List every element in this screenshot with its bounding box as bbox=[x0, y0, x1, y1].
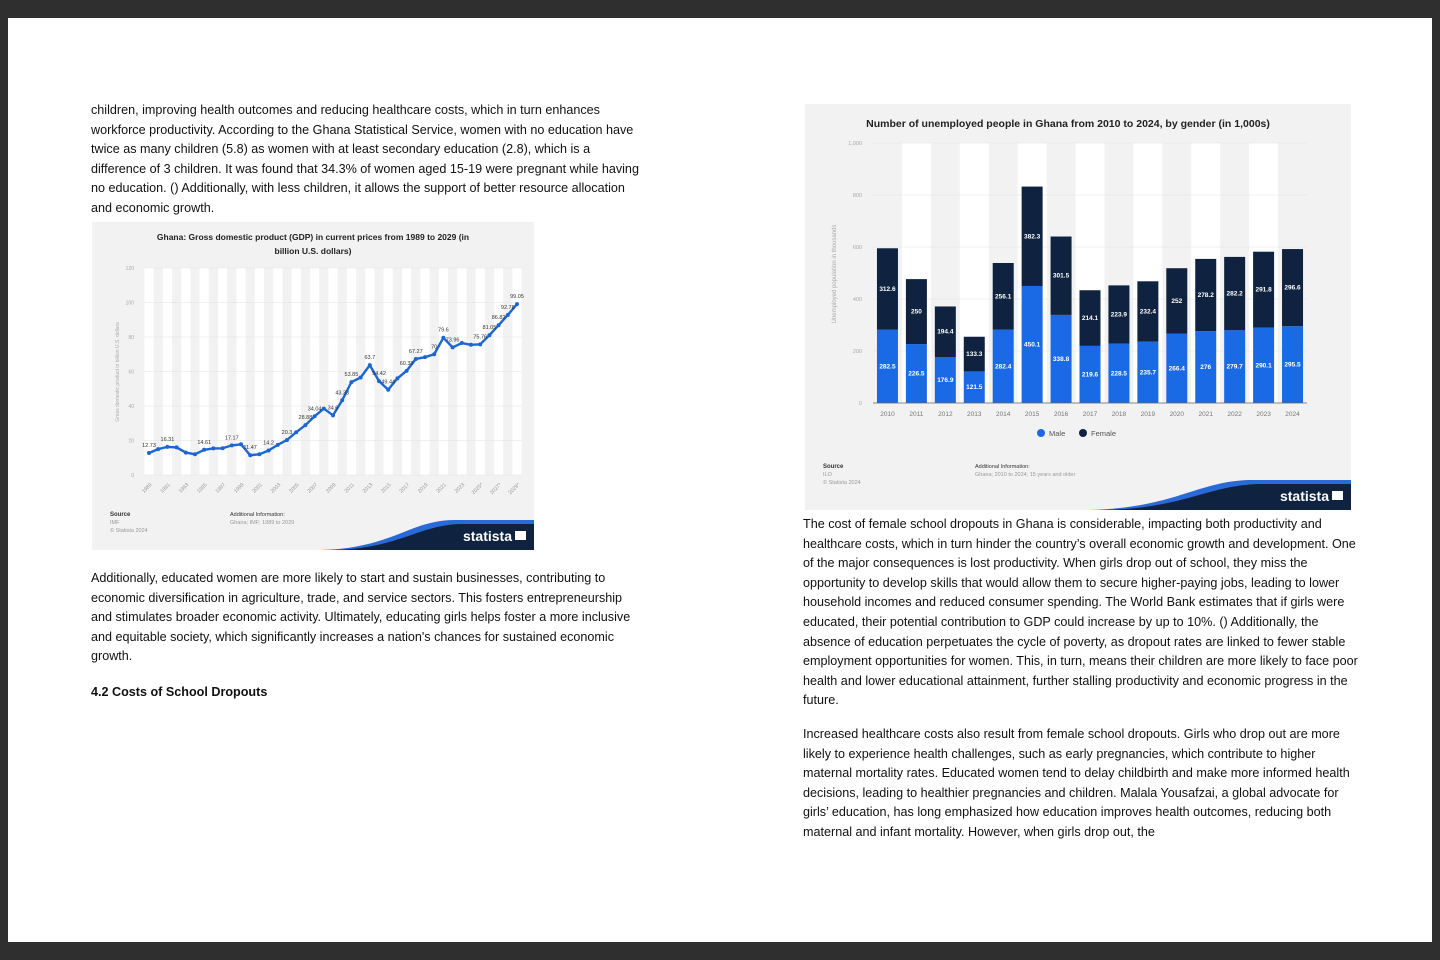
data-label: 20.3 bbox=[281, 429, 293, 436]
x-tick-label: 2003 bbox=[269, 482, 283, 495]
x-tick-label: 2019 bbox=[1140, 411, 1156, 418]
data-label-male: 228.5 bbox=[1110, 370, 1128, 378]
x-tick-label: 2021 bbox=[435, 482, 448, 495]
data-point bbox=[386, 388, 390, 392]
data-label: 81.05 bbox=[482, 325, 497, 332]
data-label-female: 301.5 bbox=[1052, 272, 1070, 280]
data-label: 28.88 bbox=[298, 415, 313, 422]
data-label: 14.2 bbox=[263, 440, 274, 447]
data-label: 99.05 bbox=[510, 294, 524, 301]
data-label-male: 295.5 bbox=[1284, 361, 1301, 369]
x-tick-label: 2024 bbox=[1285, 411, 1300, 418]
y-tick-label: 800 bbox=[852, 193, 862, 199]
statista-logo-icon bbox=[515, 531, 526, 540]
data-point bbox=[340, 398, 344, 402]
x-tick-label: 2023 bbox=[453, 482, 467, 495]
x-tick-label: 2011 bbox=[343, 482, 356, 495]
additional-info-value: Ghana; IMF; 1989 to 2029 bbox=[230, 520, 295, 526]
data-label-female: 223.9 bbox=[1110, 311, 1128, 319]
x-tick-label: 2013 bbox=[361, 482, 375, 495]
left-paragraph-1: children, improving health outcomes and reducing healthcare costs, which in turn enhances workforce productivity. According to the Ghana Statistical Service, women with no education have twice as many children (5.8) as women with at least secondary education (2.8), which is a difference of 3 children. It was found that 34.3% of women aged 15-19 were pregnant while having no education. () Additionally, with less children, it allows the support of better resource allocation and economic growth. bbox=[91, 103, 639, 215]
x-tick-label: 2014 bbox=[995, 411, 1011, 418]
statista-logo-icon bbox=[1332, 491, 1343, 500]
data-label: 70 bbox=[431, 344, 438, 351]
x-tick-label: 2017 bbox=[398, 482, 412, 495]
data-label: 53.85 bbox=[344, 372, 359, 379]
chart-title: Number of unemployed people in Ghana from 2010 to 2024, by gender (in 1,000s) bbox=[866, 118, 1270, 130]
data-point bbox=[414, 357, 418, 361]
data-label: 14.61 bbox=[197, 439, 212, 446]
copyright: © Statista 2024 bbox=[110, 528, 148, 534]
data-point bbox=[423, 355, 427, 359]
data-label-female: 278.2 bbox=[1197, 292, 1214, 300]
statista-logo: statista bbox=[1279, 488, 1329, 504]
x-tick-label: 2010 bbox=[880, 411, 895, 418]
x-tick-label: 2022 bbox=[1227, 411, 1242, 418]
data-point bbox=[257, 452, 261, 456]
additional-info-value: Ghana; 2010 to 2024; 15 years and older bbox=[975, 472, 1076, 478]
left-paragraph-2: Additionally, educated women are more likely to start and sustain businesses, contributing to economic diversification in agriculture, trade, and service sectors. This fosters entrepreneurship and stimulates broader economic activity. Ultimately, educating girls helps foster a more inclusive and equitable society, which significantly increases a nation's chances for sustained economic growth. bbox=[91, 571, 631, 664]
data-point bbox=[497, 323, 501, 327]
x-tick-label: 2019 bbox=[417, 482, 430, 495]
data-label: 12.73 bbox=[142, 443, 156, 450]
source-label: Source bbox=[110, 512, 131, 518]
data-label-female: 133.3 bbox=[966, 351, 983, 359]
statista-logo: statista bbox=[462, 528, 512, 544]
data-label-male: 219.6 bbox=[1081, 371, 1099, 379]
y-tick-label: 80 bbox=[128, 335, 134, 341]
x-tick-label: 2005 bbox=[288, 482, 301, 495]
data-label-female: 291.8 bbox=[1255, 286, 1272, 294]
chart-title-line2: billion U.S. dollars) bbox=[274, 246, 352, 256]
data-label-female: 312.6 bbox=[879, 285, 896, 293]
data-point bbox=[322, 407, 326, 411]
data-label: 67.27 bbox=[408, 348, 423, 355]
y-tick-label: 1,000 bbox=[848, 141, 862, 147]
x-tick-label: 2018 bbox=[1111, 411, 1127, 418]
data-label-female: 214.1 bbox=[1081, 315, 1099, 323]
data-point bbox=[165, 445, 169, 449]
legend-female-icon bbox=[1079, 429, 1087, 437]
data-label-male: 338.8 bbox=[1052, 355, 1070, 363]
y-tick-label: 400 bbox=[852, 297, 862, 303]
data-label-male: 279.7 bbox=[1226, 363, 1243, 371]
data-label: 16.31 bbox=[160, 436, 175, 443]
data-point bbox=[303, 423, 307, 427]
y-tick-label: 60 bbox=[128, 369, 134, 376]
data-label-male: 282.4 bbox=[995, 363, 1012, 371]
x-tick-label: 2007 bbox=[306, 482, 320, 495]
data-point bbox=[156, 447, 160, 451]
unemployment-chart bbox=[805, 104, 1351, 510]
x-tick-label: 2016 bbox=[1053, 411, 1069, 418]
data-label-male: 290.1 bbox=[1255, 362, 1272, 370]
chart-title-line1: Ghana: Gross domestic product (GDP) in current prices from 1989 to 2029 (in bbox=[156, 232, 470, 242]
data-point bbox=[460, 341, 464, 345]
right-paragraph-1: The cost of female school dropouts in Ghana is considerable, impacting both productivity and healthcare costs, which in turn hinder the country’s overall economic growth and development. One of the major consequences is lost productivity. When girls drop out of school, they miss the opportunity to develop skills that would allow them to secure higher-paying jobs, leading to lower household incomes and reduced consumer spending. The World Bank estimates that if girls were educated, their potential contribution to GDP could increase by up to 10%. () Additionally, the absence of education perpetuates the cycle of poverty, as dropout rates are linked to fewer stable employment opportunities for women. This, in turn, means their children are more likely to face poor health and lower educational attainment, further stalling productivity and economic progress in the future. bbox=[803, 517, 1358, 708]
data-point bbox=[175, 445, 179, 449]
data-label-male: 266.4 bbox=[1168, 365, 1185, 373]
data-label-female: 250 bbox=[910, 308, 922, 316]
data-point bbox=[267, 449, 271, 453]
data-label-female: 382.3 bbox=[1023, 233, 1041, 241]
data-label-female: 256.1 bbox=[995, 293, 1012, 301]
data-point bbox=[202, 448, 206, 452]
x-tick-label: 1991 bbox=[159, 482, 172, 495]
data-point bbox=[276, 443, 280, 447]
data-point bbox=[313, 414, 317, 418]
x-tick-label: 1999 bbox=[233, 482, 246, 495]
data-point bbox=[451, 345, 455, 349]
data-point bbox=[506, 313, 510, 317]
x-tick-label: 2025* bbox=[470, 482, 485, 497]
x-tick-label: 2009 bbox=[325, 482, 338, 495]
x-tick-label: 2021 bbox=[1198, 411, 1213, 418]
data-label: 17.17 bbox=[224, 435, 239, 442]
data-label: 79.6 bbox=[438, 327, 449, 334]
data-label-male: 176.9 bbox=[937, 377, 954, 385]
data-point bbox=[230, 443, 234, 447]
data-point bbox=[193, 452, 197, 456]
data-point bbox=[184, 451, 188, 455]
x-tick-label: 2012 bbox=[938, 411, 953, 418]
x-tick-label: 2020 bbox=[1169, 411, 1185, 418]
copyright: © Statista 2024 bbox=[823, 480, 861, 486]
gdp-chart bbox=[92, 222, 534, 550]
y-tick-label: 600 bbox=[852, 245, 862, 251]
data-label: 34.04 bbox=[307, 406, 322, 413]
y-tick-label: 120 bbox=[125, 266, 134, 272]
y-axis-label: Unemployed population in thousands bbox=[832, 224, 838, 324]
data-point bbox=[211, 446, 215, 450]
data-label-female: 282.2 bbox=[1226, 290, 1243, 298]
data-point bbox=[239, 442, 243, 446]
x-tick-label: 2015 bbox=[1024, 411, 1040, 418]
legend-male-label: Male bbox=[1049, 429, 1066, 438]
document-page bbox=[8, 18, 1432, 942]
data-label: 54.42 bbox=[372, 371, 386, 378]
data-point bbox=[515, 302, 519, 306]
additional-info-label: Additional Information: bbox=[230, 512, 285, 518]
data-point bbox=[395, 376, 399, 380]
data-label: 11.47 bbox=[243, 445, 257, 452]
data-label-female: 296.6 bbox=[1284, 284, 1301, 292]
x-tick-label: 1989 bbox=[141, 482, 154, 495]
y-tick-label: 0 bbox=[858, 401, 862, 407]
data-label-male: 226.5 bbox=[908, 370, 925, 378]
data-label-female: 194.4 bbox=[937, 328, 954, 336]
data-label: 73.96 bbox=[445, 337, 460, 344]
source-label: Source bbox=[823, 464, 844, 470]
data-point bbox=[331, 413, 335, 417]
data-point bbox=[368, 363, 372, 367]
x-tick-label: 2017 bbox=[1082, 411, 1098, 418]
data-point bbox=[147, 451, 151, 455]
data-label: 86.82 bbox=[491, 315, 506, 322]
y-tick-label: 40 bbox=[128, 404, 134, 410]
data-label: 75.76 bbox=[473, 334, 488, 341]
data-point bbox=[405, 369, 409, 373]
source-value: ILO bbox=[823, 472, 832, 478]
unemployment-bar-chart bbox=[805, 104, 1351, 510]
data-label: 49.44 bbox=[381, 379, 396, 386]
legend-female-label: Female bbox=[1091, 429, 1117, 438]
data-point bbox=[478, 342, 482, 346]
data-point bbox=[359, 376, 363, 380]
data-label-female: 232.4 bbox=[1139, 308, 1157, 316]
data-label: 63.7 bbox=[364, 355, 376, 362]
data-label-male: 276 bbox=[1200, 364, 1212, 372]
data-label: 60.38 bbox=[399, 360, 414, 367]
data-label: 34.6 bbox=[327, 405, 339, 412]
data-point bbox=[469, 343, 473, 347]
data-label-male: 282.5 bbox=[879, 363, 896, 371]
data-label: 43.33 bbox=[335, 390, 350, 397]
data-label: 92.78 bbox=[500, 304, 515, 311]
data-point bbox=[432, 352, 436, 356]
x-tick-label: 2029* bbox=[507, 482, 522, 497]
x-tick-label: 1997 bbox=[214, 482, 228, 495]
section-heading: 4.2 Costs of School Dropouts bbox=[91, 685, 268, 699]
x-tick-label: 1995 bbox=[196, 482, 209, 495]
y-tick-label: 200 bbox=[852, 349, 862, 355]
x-tick-label: 2027* bbox=[489, 482, 504, 497]
y-tick-label: 0 bbox=[131, 473, 134, 479]
x-tick-label: 2023 bbox=[1256, 411, 1271, 418]
y-tick-label: 20 bbox=[128, 438, 134, 445]
x-tick-label: 1993 bbox=[177, 482, 191, 495]
source-value: IMF bbox=[110, 520, 120, 526]
data-label-female: 252 bbox=[1171, 297, 1183, 305]
x-tick-label: 2013 bbox=[967, 411, 982, 418]
x-tick-label: 2015 bbox=[380, 482, 393, 495]
data-point bbox=[294, 430, 298, 434]
x-tick-label: 2011 bbox=[909, 411, 924, 418]
legend-male-icon bbox=[1037, 429, 1045, 437]
data-label-male: 450.1 bbox=[1023, 341, 1041, 349]
data-point bbox=[248, 453, 252, 457]
data-label-male: 235.7 bbox=[1139, 369, 1157, 377]
gdp-line-chart bbox=[92, 222, 534, 550]
y-tick-label: 100 bbox=[125, 300, 134, 307]
data-point bbox=[285, 438, 289, 442]
data-point bbox=[221, 446, 225, 450]
data-point bbox=[487, 333, 491, 337]
y-axis-label: Gross domestic product in billion U.S. dollars bbox=[115, 322, 121, 422]
data-point bbox=[349, 380, 353, 384]
x-tick-label: 2001 bbox=[251, 482, 264, 495]
right-paragraph-2: Increased healthcare costs also result from female school dropouts. Girls who drop out are more likely to experience health challenges, such as early pregnancies, which contribute to higher maternal mortality rates. Educated women tend to delay childbirth and make more informed health decisions, leading to healthier pregnancies and children. Malala Yousafzai, a global advocate for girls’ education, has long emphasized how education improves health outcomes, reducing both maternal and infant mortality. However, when girls drop out, the bbox=[803, 727, 1350, 839]
additional-info-label: Additional Information: bbox=[975, 464, 1030, 470]
data-label-male: 121.5 bbox=[966, 384, 983, 392]
